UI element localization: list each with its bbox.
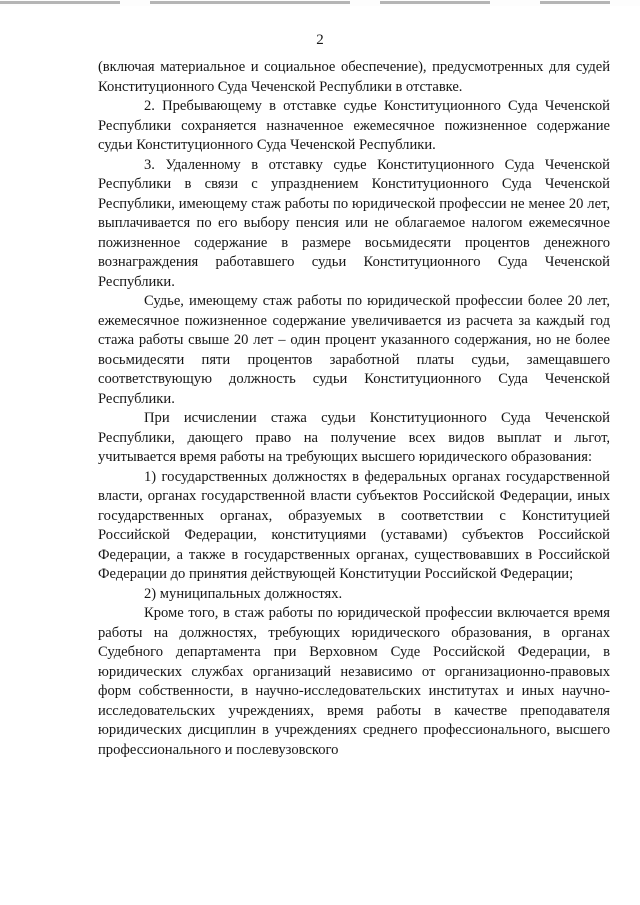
paragraph-continuation: (включая материальное и социальное обеспечение), предусмотренных для судей Конституционного Суда Чеченской Республики в отставке. xyxy=(98,59,610,95)
document-body xyxy=(98,58,610,760)
scan-artifact xyxy=(540,1,610,4)
paragraph-item-3: 3. Удаленному в отставку судье Конституционного Суда Чеченской Республики в связи с упразднением Конституционного Суда Чеченской Республики, имеющему стаж работы по юридической профессии не менее 20 лет, выплачивается по его выбору пенсия или не облагаемое налогом ежемесячное пожизненное содержание в размере восьмидесяти процентов денежного вознаграждения работавшего судьи Конституционного Суда Чеченской Республики. xyxy=(98,156,610,290)
paragraph-tenure-increase: Судье, имеющему стаж работы по юридической профессии более 20 лет, ежемесячное пожизненное содержание увеличивается из расчета за каждый год стажа работы свыше 20 лет – один процент указанного содержания, но не более восьмидесяти пяти процентов заработной платы судьи, замещавшего соответствующую должность судьи Конституционного Суда Чеченской Республики. xyxy=(98,293,610,407)
paragraph-item-2: 2. Пребывающему в отставке судье Конституционного Суда Чеченской Республики сохраняется назначенное ежемесячное пожизненное содержание судьи Конституционного Суда Чеченской Республики. xyxy=(98,98,610,153)
scan-top-edge xyxy=(0,0,640,6)
scan-artifact xyxy=(380,1,490,4)
paragraph-tenure-calculation: При исчислении стажа судьи Конституционного Суда Чеченской Республики, дающего право на получение всех видов выплат и льгот, учитывается время работы на требующих высшего юридического образования: xyxy=(98,410,610,465)
scan-artifact xyxy=(150,1,350,4)
scan-artifact xyxy=(0,1,120,4)
paragraph-additional-tenure: Кроме того, в стаж работы по юридической профессии включается время работы на должностях, требующих юридического образования, в органах Судебного департамента при Верховном Суде Российской Федерации, в юридических службах организаций независимо от организационно-правовых форм собственности, в научно-исследовательских институтах и иных научно-исследовательских учреждениях, время работы в качестве преподавателя юридических дисциплин в учреждениях среднего профессионального, высшего профессионального и послевузовского xyxy=(98,605,610,758)
page-number: 2 xyxy=(316,32,324,48)
paragraph-subitem-1: 1) государственных должностях в федеральных органах государственной власти, органах государственной власти субъектов Российской Федерации, иных государственных органах, образуемых в соответствии с Конституцией Российской Федерации, конституциями (уставами) субъектов Российской Федерации, а также в государственных органах, существовавших в Российской Федерации до принятия действующей Конституции Российской Федерации; xyxy=(98,468,610,582)
paragraph-subitem-2: 2) муниципальных должностях. xyxy=(144,585,343,602)
